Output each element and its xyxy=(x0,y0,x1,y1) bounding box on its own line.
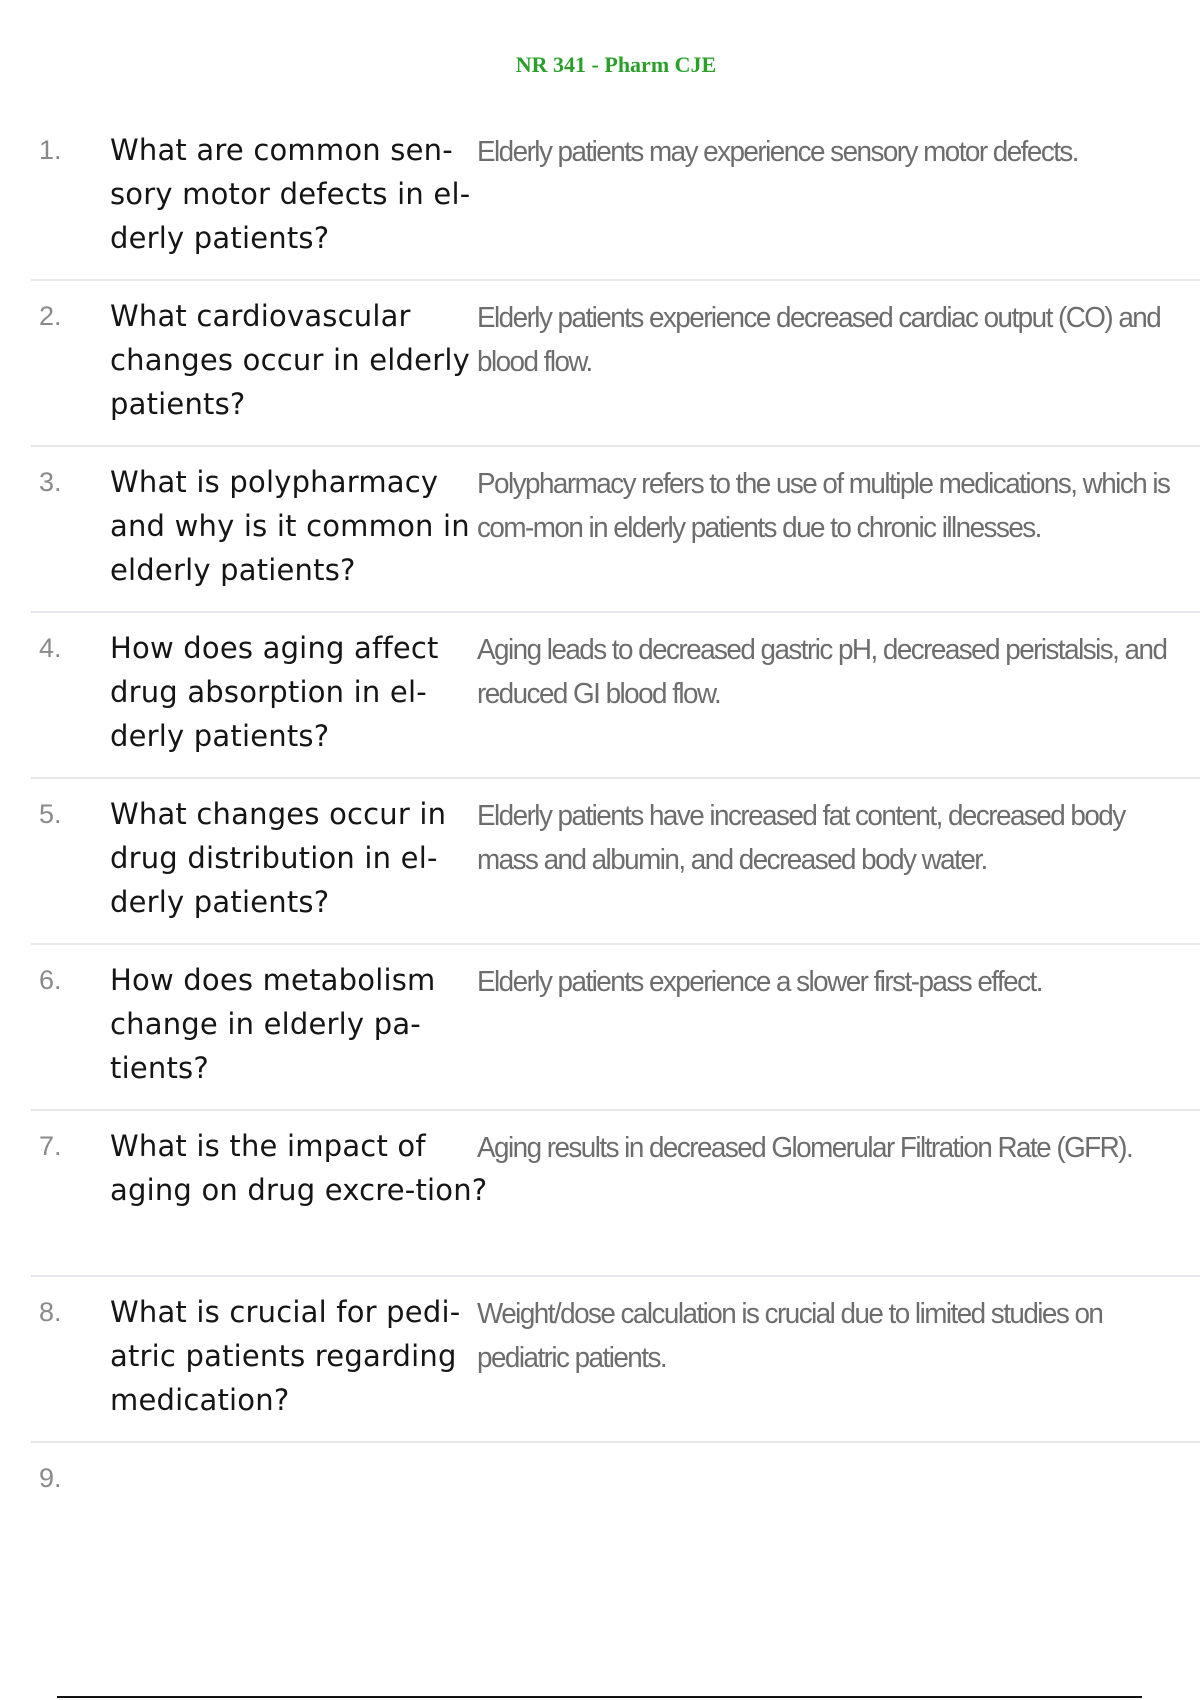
card-question: How does metabolism change in elderly pa-tients? xyxy=(110,963,436,1085)
card-question: How does aging affect drug absorption in el-derly patients? xyxy=(110,631,439,753)
card-number: 4. xyxy=(39,633,62,663)
flashcard xyxy=(31,945,1200,1111)
card-answer: Elderly patients have increased fat content, decreased body mass and albumin, and decreased body water. xyxy=(477,800,1125,876)
flashcard xyxy=(31,447,1200,613)
card-answer: Polypharmacy refers to the use of multiple medications, which is com-mon in elderly patients due to chronic illnesses. xyxy=(477,468,1170,544)
card-number: 2. xyxy=(39,301,62,331)
card-number: 6. xyxy=(39,965,62,995)
card-answer: Elderly patients may experience sensory motor defects. xyxy=(477,136,1079,168)
card-answer: Aging results in decreased Glomerular Filtration Rate (GFR). xyxy=(477,1132,1133,1164)
footer-divider xyxy=(57,1696,1142,1698)
card-number: 7. xyxy=(39,1131,62,1161)
card-answer: Elderly patients experience a slower first-pass effect. xyxy=(477,966,1042,998)
card-number: 5. xyxy=(39,799,62,829)
card-question: What is the impact of aging on drug excre-tion? xyxy=(110,1129,488,1207)
flashcard-list xyxy=(31,115,1200,1607)
card-question: What is polypharmacy and why is it common in elderly patients? xyxy=(110,465,470,587)
card-number: 8. xyxy=(39,1297,62,1327)
flashcard xyxy=(31,779,1200,945)
card-question: What are common sen-sory motor defects in el-derly patients? xyxy=(110,133,471,255)
card-answer: Elderly patients experience decreased cardiac output (CO) and blood flow. xyxy=(477,302,1161,378)
flashcard xyxy=(31,281,1200,447)
card-number: 1. xyxy=(39,135,62,165)
card-answer: Aging leads to decreased gastric pH, decreased peristalsis, and reduced GI blood flow. xyxy=(477,634,1167,710)
document-title: NR 341 - Pharm CJE xyxy=(515,52,717,77)
card-answer: Weight/dose calculation is crucial due to limited studies on pediatric patients. xyxy=(477,1298,1103,1374)
card-number: 3. xyxy=(39,467,62,497)
flashcard xyxy=(31,1111,1200,1277)
card-question: What changes occur in drug distribution in el-derly patients? xyxy=(110,797,447,919)
card-question: What is crucial for pedi-atric patients regarding medication? xyxy=(110,1295,461,1417)
flashcard xyxy=(31,1443,1200,1607)
card-number: 9. xyxy=(39,1463,62,1493)
flashcard xyxy=(31,1277,1200,1443)
flashcard xyxy=(31,115,1200,281)
card-question: What cardiovascular changes occur in elderly patients? xyxy=(110,299,470,421)
flashcard xyxy=(31,613,1200,779)
